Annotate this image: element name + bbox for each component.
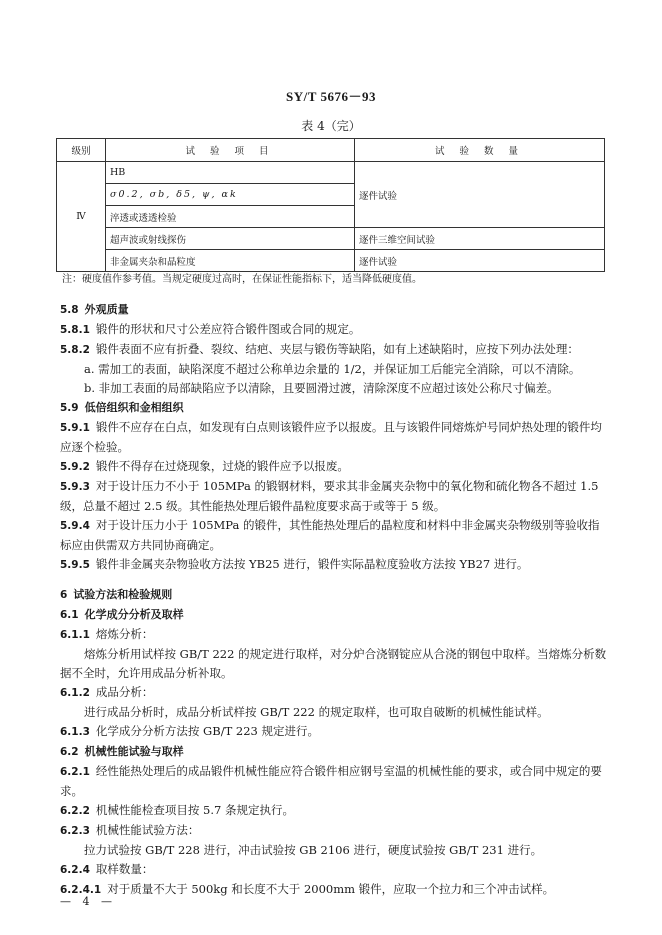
- table-caption: 表 4（完）: [301, 119, 361, 133]
- clause: [60, 645, 610, 683]
- clause: [60, 880, 610, 900]
- item-cell: σ0.2, σb, δ5, ψ, αk: [106, 184, 355, 206]
- clause-text: 机械性能检查项目按 5.7 条规定执行。: [95, 803, 295, 817]
- clause: [60, 360, 610, 379]
- level-cell: Ⅳ: [57, 162, 106, 272]
- item-cell: HB: [106, 162, 355, 184]
- clause: [60, 340, 610, 360]
- clause-text: 取样数量：: [95, 862, 154, 876]
- clause: [60, 379, 610, 398]
- qty-cell: 逐件试验: [355, 250, 605, 272]
- clause-number: 6.1.2: [60, 687, 90, 699]
- clause: [60, 477, 610, 516]
- clause-number: 5.9: [60, 402, 79, 414]
- col-level-header: 级别: [57, 139, 106, 162]
- clause-text: 对于质量不大于 500kg 和长度不大于 2000mm 锻件，应取一个拉力和三个冲击试样。: [107, 882, 555, 896]
- clause-text: 外观质量: [84, 303, 129, 316]
- clause-text: 熔炼分析：: [95, 627, 154, 641]
- test-table: [56, 138, 605, 272]
- clause-number: 5.8.2: [60, 344, 90, 356]
- clause: [60, 841, 610, 860]
- clause-number: 5.9.4: [60, 520, 90, 532]
- clause-number: 5.9.2: [60, 461, 90, 473]
- body-text: [60, 300, 610, 900]
- table-row: [57, 162, 605, 184]
- section-heading: [60, 742, 610, 762]
- clause-text: 锻件表面不应有折叠、裂纹、结疤、夹层与锻伤等缺陷，如有上述缺陷时，应按下列办法处理：: [95, 342, 579, 356]
- clause-text: 低倍组织和金相组织: [84, 401, 184, 414]
- clause-number: 5.8.1: [60, 324, 90, 336]
- table-note: 注：硬度值作参考值。当规定硬度过高时，在保证性能指标下，适当降低硬度值。: [62, 274, 422, 285]
- clause: [60, 703, 610, 722]
- clause: [60, 516, 610, 555]
- item-cell: 淬透或透透检验: [106, 206, 355, 228]
- clause-number: 6.2.4: [60, 864, 90, 876]
- clause-text: 机械性能试验方法：: [95, 823, 200, 837]
- page-number: — 4 —: [60, 895, 116, 908]
- clause-text: 试验方法和检验规则: [73, 588, 173, 601]
- clause-text: 拉力试验按 GB/T 228 进行，冲击试验按 GB 2106 进行，硬度试验按 GB/T 231 进行。: [84, 843, 543, 857]
- clause-number: 5.9.5: [60, 559, 90, 571]
- clause-text: 化学成分分析及取样: [84, 608, 184, 621]
- standard-number: SY/T 5676－93: [286, 89, 376, 104]
- clause-number: 6.1: [60, 609, 79, 621]
- clause-text: 进行成品分析时，成品分析试样按 GB/T 222 的规定取样，也可取自破断的机械性能试样。: [84, 705, 549, 719]
- clause-number: 6.2: [60, 746, 79, 758]
- clause: [60, 418, 610, 457]
- clause-text: 机械性能试验与取样: [84, 745, 184, 758]
- clause-number: 5.8: [60, 304, 79, 316]
- qty-cell: 逐件三维空间试验: [355, 228, 605, 250]
- section-heading: [60, 585, 610, 605]
- section-heading: [60, 300, 610, 320]
- clause: [60, 625, 610, 645]
- clause: [60, 801, 610, 821]
- clause-text: 化学成分分析方法按 GB/T 223 规定进行。: [95, 724, 320, 738]
- clause: [60, 860, 610, 880]
- clause-text: 锻件的形状和尺寸公差应符合锻件图或合同的规定。: [95, 322, 361, 336]
- clause: [60, 457, 610, 477]
- clause-text: b. 非加工表面的局部缺陷应予以清除，且要圆滑过渡，清除深度不应超过该处公称尺寸偏差。: [84, 381, 559, 395]
- col-qty-header: 试 验 数 量: [355, 139, 605, 162]
- section-heading: [60, 605, 610, 625]
- table-row: [57, 250, 605, 272]
- clause: [60, 683, 610, 703]
- qty-cell: 逐件试验: [355, 162, 605, 228]
- clause-text: 对于设计压力不小于 105MPa 的锻钢材料，要求其非金属夹杂物中的氧化物和硫化物各不超过 1.5 级，总量不超过 2.5 级。其性能热处理后锻件晶粒度要求高于或等于 5 级。: [60, 479, 599, 513]
- section-heading: [60, 398, 610, 418]
- clause-number: 6.2.2: [60, 805, 90, 817]
- clause-text: 成品分析：: [95, 685, 154, 699]
- clause-text: 经性能热处理后的成品锻件机械性能应符合锻件相应钢号室温的机械性能的要求，或合同中规定的要求。: [60, 764, 602, 798]
- clause: [60, 555, 610, 575]
- item-cell: 非金属夹杂和晶粒度: [106, 250, 355, 272]
- clause-number: 6.2.3: [60, 825, 90, 837]
- clause-text: 熔炼分析用试样按 GB/T 222 的规定进行取样，对分炉合浇钢锭应从合浇的钢包中取样。当熔炼分析数据不全时，允许用成品分析补取。: [60, 647, 607, 680]
- clause: [60, 762, 610, 801]
- clause: [60, 821, 610, 841]
- clause-number: 6.1.1: [60, 629, 90, 641]
- clause: [60, 320, 610, 340]
- clause-number: 6.2.4.1: [60, 884, 102, 896]
- clause: [60, 722, 610, 742]
- clause-number: 5.9.1: [60, 422, 90, 434]
- clause-number: 6: [60, 589, 68, 601]
- clause-text: a. 需加工的表面，缺陷深度不超过公称单边余量的 1/2，并保证加工后能完全消除，可以不清除。: [84, 362, 581, 376]
- col-item-header: 试 验 项 目: [106, 139, 355, 162]
- clause-text: 锻件不应存在白点，如发现有白点则该锻件应予以报废。且与该锻件同熔炼炉号同炉热处理的锻件均应逐个检验。: [60, 420, 602, 454]
- table-row: [57, 228, 605, 250]
- clause-text: 对于设计压力小于 105MPa 的锻件，其性能热处理后的晶粒度和材料中非金属夹杂物级别等验收指标应由供需双方共同协商确定。: [60, 518, 600, 552]
- clause-number: 5.9.3: [60, 481, 90, 493]
- clause-number: 6.1.3: [60, 726, 90, 738]
- clause-text: 锻件非金属夹杂物验收方法按 YB25 进行，锻件实际晶粒度验收方法按 YB27 进行。: [95, 557, 529, 571]
- item-cell: 超声波或射线探伤: [106, 228, 355, 250]
- clause-number: 6.2.1: [60, 766, 90, 778]
- clause-text: 锻件不得存在过烧现象，过烧的锻件应予以报废。: [95, 459, 349, 473]
